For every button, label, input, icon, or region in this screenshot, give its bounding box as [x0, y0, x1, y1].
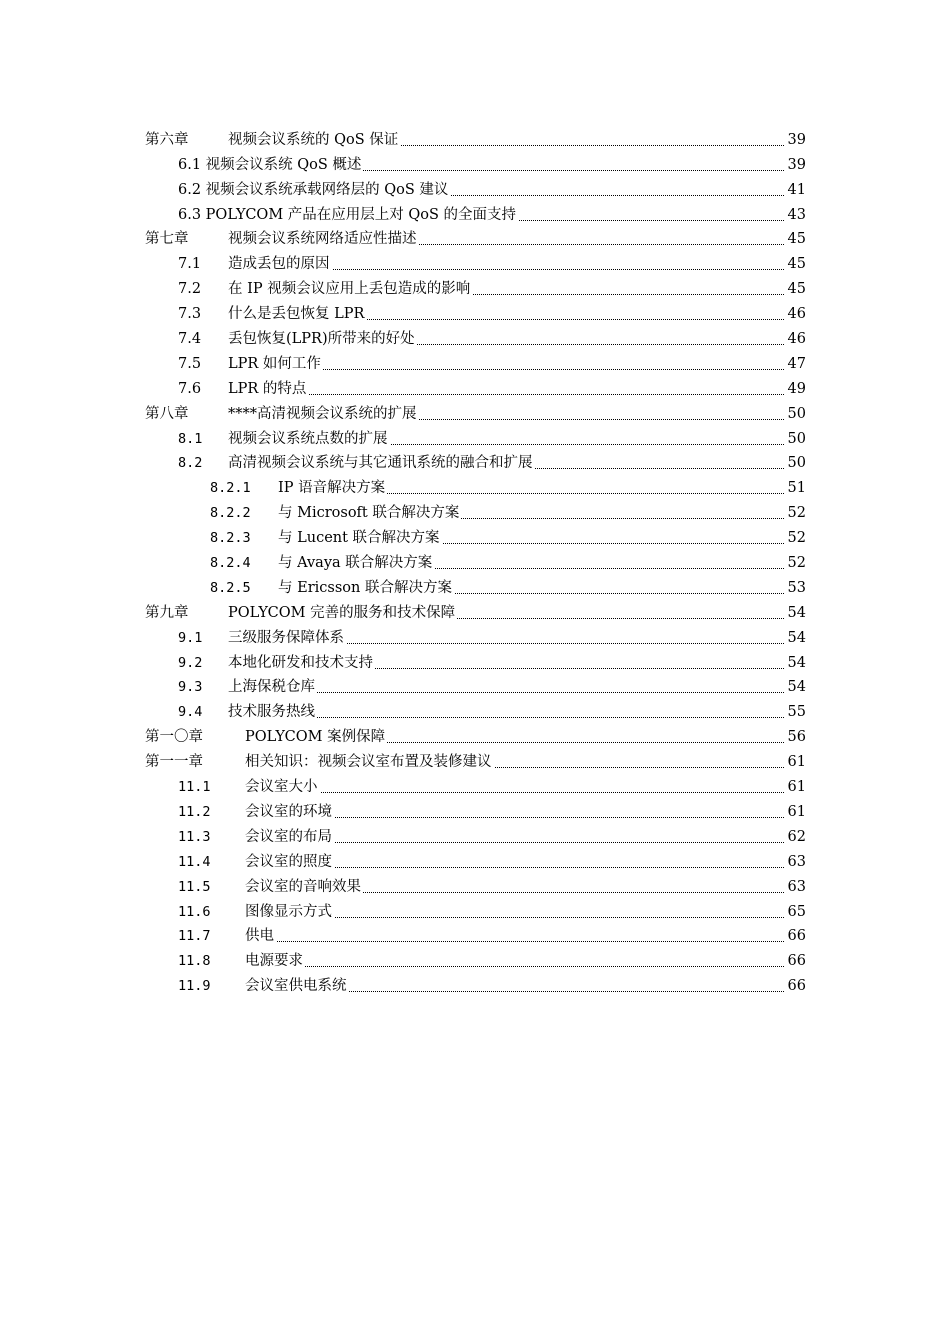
toc-entry[interactable]	[0, 174, 950, 199]
dot-leader	[245, 791, 784, 793]
toc-entry[interactable]	[0, 821, 950, 846]
dot-leader	[245, 965, 784, 967]
toc-entry-page-number: 54	[787, 629, 806, 646]
toc-entry-number: 8.2.3	[210, 530, 251, 547]
toc-entry[interactable]	[0, 348, 950, 373]
toc-entry-title: 视频会议系统的 QoS 保证	[228, 131, 399, 148]
toc-entry-title: 6.3 POLYCOM 产品在应用层上对 QoS 的全面支持	[178, 206, 517, 223]
toc-entry[interactable]	[0, 746, 950, 771]
toc-entry-page-number: 63	[787, 853, 806, 870]
dot-leader	[228, 393, 784, 395]
toc-entry[interactable]	[0, 696, 950, 721]
toc-entry-title: 上海保税仓库	[228, 679, 315, 696]
toc-entry[interactable]	[0, 323, 950, 348]
toc-entry-page-number: 66	[787, 978, 806, 995]
toc-entry[interactable]	[0, 248, 950, 273]
toc-entry[interactable]	[0, 796, 950, 821]
toc-entry-number: 第一一章	[145, 754, 203, 771]
toc-entry-title: 会议室的环境	[245, 803, 332, 820]
toc-entry-number: 11.8	[178, 953, 211, 970]
toc-entry-page-number: 66	[787, 953, 806, 970]
toc-entry-number: 8.2	[178, 455, 203, 472]
toc-entry[interactable]	[0, 273, 950, 298]
toc-entry-number: 第八章	[145, 405, 189, 422]
toc-entry-page-number: 39	[787, 131, 806, 148]
toc-entry-page-number: 45	[787, 281, 806, 298]
toc-entry-number: 9.1	[178, 629, 203, 646]
toc-entry-title: 图像显示方式	[245, 903, 332, 920]
toc-entry-page-number: 55	[787, 704, 806, 721]
toc-entry[interactable]	[0, 149, 950, 174]
toc-entry[interactable]	[0, 597, 950, 622]
toc-entry-number: 11.9	[178, 978, 211, 995]
toc-entry-title: 与 Microsoft 联合解决方案	[278, 505, 460, 522]
toc-entry-title: IP 语音解决方案	[278, 480, 386, 497]
toc-entry-title: 会议室的照度	[245, 853, 332, 870]
toc-entry-title: 视频会议系统点数的扩展	[228, 430, 388, 447]
toc-entry-page-number: 53	[787, 579, 806, 596]
toc-entry-number: 7.4	[178, 331, 202, 348]
toc-entry-number: 7.2	[178, 281, 202, 298]
toc-entry-number: 第六章	[145, 131, 189, 148]
toc-entry-title: 与 Lucent 联合解决方案	[278, 530, 440, 547]
toc-entry-page-number: 50	[787, 430, 806, 447]
toc-entry-page-number: 52	[787, 555, 806, 572]
toc-entry[interactable]	[0, 572, 950, 597]
toc-entry[interactable]	[0, 199, 950, 224]
toc-entry-number: 7.3	[178, 306, 202, 323]
toc-entry-number: 8.2.5	[210, 579, 251, 596]
toc-entry-number: 11.2	[178, 803, 211, 820]
toc-entry-title: ****高清视频会议系统的扩展	[228, 405, 417, 422]
toc-entry[interactable]	[0, 771, 950, 796]
toc-entry-page-number: 46	[787, 331, 806, 348]
toc-entry-number: 11.7	[178, 928, 211, 945]
toc-entry[interactable]	[0, 224, 950, 249]
toc-entry-page-number: 52	[787, 505, 806, 522]
toc-entry-number: 11.1	[178, 779, 211, 796]
toc-entry-number: 11.5	[178, 878, 211, 895]
toc-entry-page-number: 46	[787, 306, 806, 323]
toc-entry-number: 第一〇章	[145, 729, 203, 746]
toc-entry[interactable]	[0, 970, 950, 995]
toc-entry[interactable]	[0, 945, 950, 970]
dot-leader	[245, 940, 784, 942]
toc-entry-page-number: 66	[787, 928, 806, 945]
toc-entry[interactable]	[0, 423, 950, 448]
toc-entry[interactable]	[0, 497, 950, 522]
toc-entry[interactable]	[0, 124, 950, 149]
toc-entry-page-number: 54	[787, 654, 806, 671]
toc-entry[interactable]	[0, 921, 950, 946]
toc-entry-title: 技术服务热线	[228, 704, 315, 721]
toc-entry-number: 7.6	[178, 380, 202, 397]
toc-entry-page-number: 61	[787, 779, 806, 796]
toc-entry[interactable]	[0, 522, 950, 547]
toc-entry-page-number: 50	[787, 405, 806, 422]
toc-entry-number: 7.5	[178, 355, 202, 372]
toc-entry[interactable]	[0, 846, 950, 871]
toc-entry[interactable]	[0, 373, 950, 398]
toc-entry-number: 9.2	[178, 654, 203, 671]
toc-entry[interactable]	[0, 871, 950, 896]
toc-entry-title: 三级服务保障体系	[228, 629, 344, 646]
toc-entry-page-number: 47	[787, 355, 806, 372]
toc-entry-number: 第九章	[145, 604, 189, 621]
toc-entry-title: 与 Ericsson 联合解决方案	[278, 579, 452, 596]
toc-entry-page-number: 54	[787, 679, 806, 696]
toc-entry-number: 8.2.1	[210, 480, 251, 497]
toc-entry-page-number: 61	[787, 803, 806, 820]
toc-entry[interactable]	[0, 398, 950, 423]
toc-entry-page-number: 45	[787, 231, 806, 248]
toc-entry[interactable]	[0, 298, 950, 323]
toc-entry-title: 造成丢包的原因	[228, 256, 330, 273]
table-of-contents	[0, 124, 950, 995]
toc-entry-title: 会议室大小	[245, 779, 318, 796]
toc-entry-title: 会议室的音响效果	[245, 878, 361, 895]
toc-entry-number: 9.3	[178, 679, 203, 696]
toc-entry-title: 高清视频会议系统与其它通讯系统的融合和扩展	[228, 455, 533, 472]
toc-entry-page-number: 62	[787, 828, 806, 845]
toc-entry[interactable]	[0, 672, 950, 697]
toc-entry[interactable]	[0, 896, 950, 921]
toc-entry-title: 6.2 视频会议系统承载网络层的 QoS 建议	[178, 181, 449, 198]
toc-entry-number: 7.1	[178, 256, 202, 273]
toc-entry-title: LPR 的特点	[228, 380, 307, 397]
toc-entry-title: 本地化研发和技术支持	[228, 654, 373, 671]
toc-entry[interactable]	[0, 622, 950, 647]
toc-entry-page-number: 61	[787, 754, 806, 771]
toc-entry-number: 11.3	[178, 828, 211, 845]
toc-entry-title: POLYCOM 完善的服务和技术保障	[228, 604, 456, 621]
toc-entry-page-number: 41	[787, 181, 806, 198]
toc-entry-number: 8.2.4	[210, 555, 251, 572]
toc-entry-title: 在 IP 视频会议应用上丢包造成的影响	[228, 281, 471, 298]
toc-entry-number: 11.4	[178, 853, 211, 870]
toc-entry-page-number: 52	[787, 530, 806, 547]
toc-entry-title: 丢包恢复(LPR)所带来的好处	[228, 331, 415, 348]
toc-entry-page-number: 65	[787, 903, 806, 920]
toc-entry-title: 6.1 视频会议系统 QoS 概述	[178, 156, 362, 173]
toc-entry-page-number: 50	[787, 455, 806, 472]
toc-entry-number: 9.4	[178, 704, 203, 721]
toc-entry-page-number: 45	[787, 256, 806, 273]
toc-entry-number: 第七章	[145, 231, 189, 248]
toc-entry-page-number: 54	[787, 604, 806, 621]
toc-entry-number: 8.2.2	[210, 505, 251, 522]
toc-entry[interactable]	[0, 647, 950, 672]
toc-entry[interactable]	[0, 721, 950, 746]
toc-entry-number: 8.1	[178, 430, 203, 447]
toc-entry-page-number: 39	[787, 156, 806, 173]
toc-entry-title: 会议室供电系统	[245, 978, 347, 995]
toc-entry-title: POLYCOM 案例保障	[245, 729, 386, 746]
toc-entry-title: 视频会议系统网络适应性描述	[228, 231, 417, 248]
toc-entry-title: 什么是丢包恢复 LPR	[228, 306, 365, 323]
toc-entry-page-number: 56	[787, 729, 806, 746]
toc-entry-title: 会议室的布局	[245, 828, 332, 845]
toc-entry-page-number: 49	[787, 380, 806, 397]
toc-entry-page-number: 43	[787, 206, 806, 223]
toc-entry-page-number: 51	[787, 480, 806, 497]
toc-entry[interactable]	[0, 472, 950, 497]
toc-entry-page-number: 63	[787, 878, 806, 895]
toc-entry[interactable]	[0, 448, 950, 473]
toc-entry-title: 与 Avaya 联合解决方案	[278, 555, 433, 572]
toc-entry[interactable]	[0, 547, 950, 572]
toc-entry-title: 相关知识：视频会议室布置及装修建议	[245, 754, 492, 771]
toc-entry-title: 电源要求	[245, 953, 303, 970]
toc-entry-title: LPR 如何工作	[228, 355, 321, 372]
toc-entry-number: 11.6	[178, 903, 211, 920]
toc-entry-title: 供电	[245, 928, 274, 945]
